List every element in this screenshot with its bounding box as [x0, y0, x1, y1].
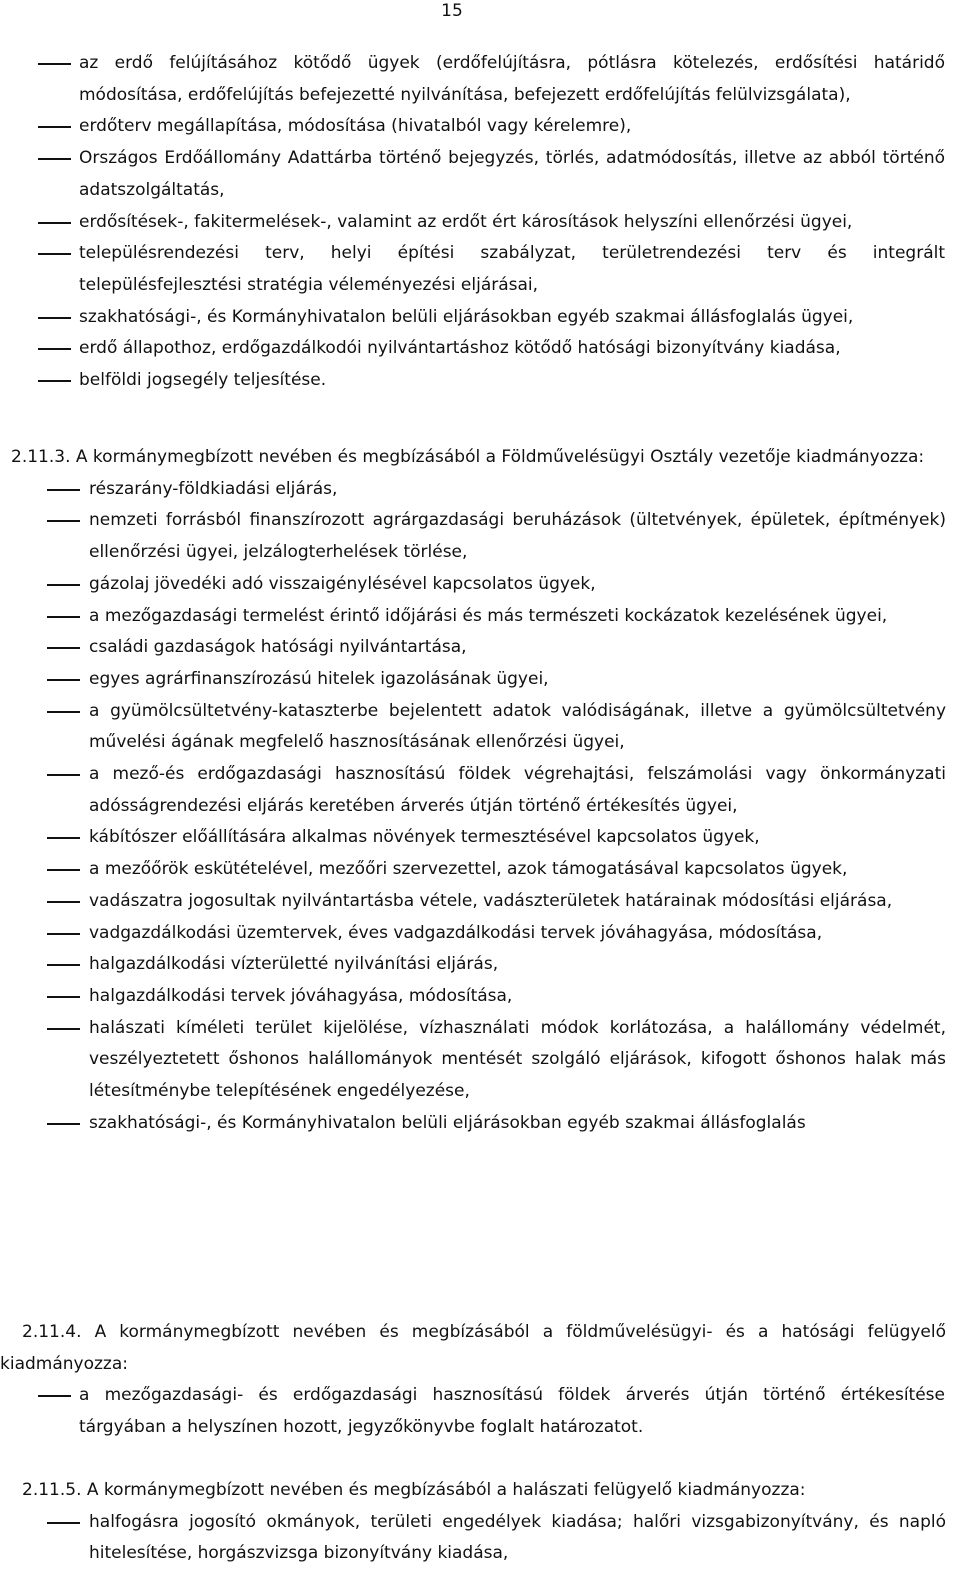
section-2-11-3	[0, 442, 946, 1139]
list-item: településrendezési terv, helyi építési szabályzat, területrendezési terv és integrált településfejlesztési stratégia véleményezési eljárásai,	[0, 238, 945, 301]
dash-bullet	[47, 647, 80, 649]
section-heading-text: A kormánymegbízott nevében és megbízásából a földművelésügyi- és a hatósági felügyelő kiadmányozza:	[0, 1322, 946, 1374]
list-item: szakhatósági-, és Kormányhivatalon belüli eljárásokban egyéb szakmai állásfoglalás ügyei,	[0, 302, 945, 334]
dash-bullet	[47, 679, 80, 681]
section-heading	[0, 1475, 946, 1507]
dash-bullet	[38, 380, 71, 382]
list-item: kábítószer előállítására alkalmas növények termesztésével kapcsolatos ügyek,	[0, 822, 946, 854]
section-heading	[0, 1317, 946, 1380]
list-item: a mezőőrök eskütételével, mezőőri szervezettel, azok támogatásával kapcsolatos ügyek,	[0, 854, 946, 886]
section-heading	[0, 442, 946, 474]
list-item: nemzeti forrásból finanszírozott agrárgazdasági beruházások (ültetvények, épületek, építmények) ellenőrzési ügyei, jelzálogterhelések törlése,	[0, 505, 946, 568]
list-item: részarány-földkiadási eljárás,	[0, 474, 946, 506]
section-list	[0, 1380, 960, 1443]
dash-bullet	[38, 1395, 71, 1397]
dash-bullet	[47, 616, 80, 618]
list-item: belföldi jogsegély teljesítése.	[0, 365, 945, 397]
list-item: halászati kíméleti terület kijelölése, vízhasználati módok korlátozása, a halállomány védelmét, veszélyeztetett őshonos halállományok mentését szolgáló eljárások, kifogott őshonos halak más létesítménybe telepítésének engedélyezése,	[0, 1013, 946, 1108]
list-item: erdő állapothoz, erdőgazdálkodói nyilvántartáshoz kötődő hatósági bizonyítvány kiadása,	[0, 333, 945, 365]
dash-bullet	[38, 126, 71, 128]
section-list	[0, 474, 946, 1140]
dash-bullet	[47, 901, 80, 903]
list-item: az erdő felújításához kötődő ügyek (erdőfelújításra, pótlásra kötelezés, erdősítési határidő módosítása, erdőfelújítás befejezetté nyilvánítása, befejezett erdőfelújítás felülvizsgálata),	[0, 48, 945, 111]
dash-bullet	[47, 520, 80, 522]
dash-bullet	[38, 253, 71, 255]
section-heading-text: A kormánymegbízott nevében és megbízásából a Földművelésügyi Osztály vezetője kiadmányozza:	[75, 447, 925, 467]
dash-bullet	[47, 711, 80, 713]
list-item: gázolaj jövedéki adó visszaigénylésével kapcsolatos ügyek,	[0, 569, 946, 601]
list-item: a gyümölcsültetvény-kataszterbe bejelentett adatok valódiságának, illetve a gyümölcsültetvény művelési ágának megfelelő hasznosításának ellenőrzési ügyei,	[0, 696, 946, 759]
section-heading-text: A kormánymegbízott nevében és megbízásából a halászati felügyelő kiadmányozza:	[86, 1480, 806, 1500]
section-2-11-5	[0, 1475, 946, 1570]
dash-bullet	[47, 489, 80, 491]
section-number: 2.11.4.	[22, 1322, 82, 1342]
dash-bullet	[38, 63, 71, 65]
dash-bullet	[47, 964, 80, 966]
list-item: erdőterv megállapítása, módosítása (hivatalból vagy kérelemre),	[0, 111, 945, 143]
dash-bullet	[47, 774, 80, 776]
dash-bullet	[47, 869, 80, 871]
dash-bullet	[38, 317, 71, 319]
list-item: a mezőgazdasági termelést érintő időjárási és más természeti kockázatok kezelésének ügyei,	[0, 601, 946, 633]
list-item: halgazdálkodási vízterületté nyilvánítási eljárás,	[0, 949, 946, 981]
list-item: családi gazdaságok hatósági nyilvántartása,	[0, 632, 946, 664]
intro-list	[0, 48, 960, 397]
list-item: vadászatra jogosultak nyilvántartásba vétele, vadászterületek határainak módosítási eljárása,	[0, 886, 946, 918]
dash-bullet	[47, 933, 80, 935]
section-2-11-4	[0, 1317, 946, 1444]
dash-bullet	[47, 584, 80, 586]
list-item: halfogásra jogosító okmányok, területi engedélyek kiadása; halőri vizsgabizonyítvány, és napló hitelesítése, horgászvizsga bizonyítvány kiadása,	[0, 1507, 946, 1570]
dash-bullet	[47, 1028, 80, 1030]
dash-bullet	[38, 158, 71, 160]
list-item: a mező-és erdőgazdasági hasznosítású földek végrehajtási, felszámolási vagy önkormányzati adósságrendezési eljárás keretében árverés útján történő értékesítés ügyei,	[0, 759, 946, 822]
dash-bullet	[47, 837, 80, 839]
list-item: erdősítések-, fakitermelések-, valamint az erdőt ért károsítások helyszíni ellenőrzési ügyei,	[0, 207, 945, 239]
list-item: Országos Erdőállomány Adattárba történő bejegyzés, törlés, adatmódosítás, illetve az abból történő adatszolgáltatás,	[0, 143, 945, 206]
dash-bullet	[38, 222, 71, 224]
list-item: halgazdálkodási tervek jóváhagyása, módosítása,	[0, 981, 946, 1013]
section-list	[0, 1507, 946, 1570]
section-number: 2.11.5.	[22, 1480, 82, 1500]
section-number: 2.11.3.	[11, 447, 71, 467]
dash-bullet	[47, 1522, 80, 1524]
page-number: 15	[441, 1, 463, 21]
list-item: vadgazdálkodási üzemtervek, éves vadgazdálkodási tervek jóváhagyása, módosítása,	[0, 918, 946, 950]
list-item: egyes agrárfinanszírozású hitelek igazolásának ügyei,	[0, 664, 946, 696]
list-item: a mezőgazdasági- és erdőgazdasági hasznosítású földek árverés útján történő értékesítése tárgyában a helyszínen hozott, jegyzőkönyvbe foglalt határozatot.	[0, 1380, 945, 1443]
dash-bullet	[47, 996, 80, 998]
list-item: szakhatósági-, és Kormányhivatalon belüli eljárásokban egyéb szakmai állásfoglalás	[0, 1108, 946, 1140]
dash-bullet	[47, 1123, 80, 1125]
dash-bullet	[38, 348, 71, 350]
